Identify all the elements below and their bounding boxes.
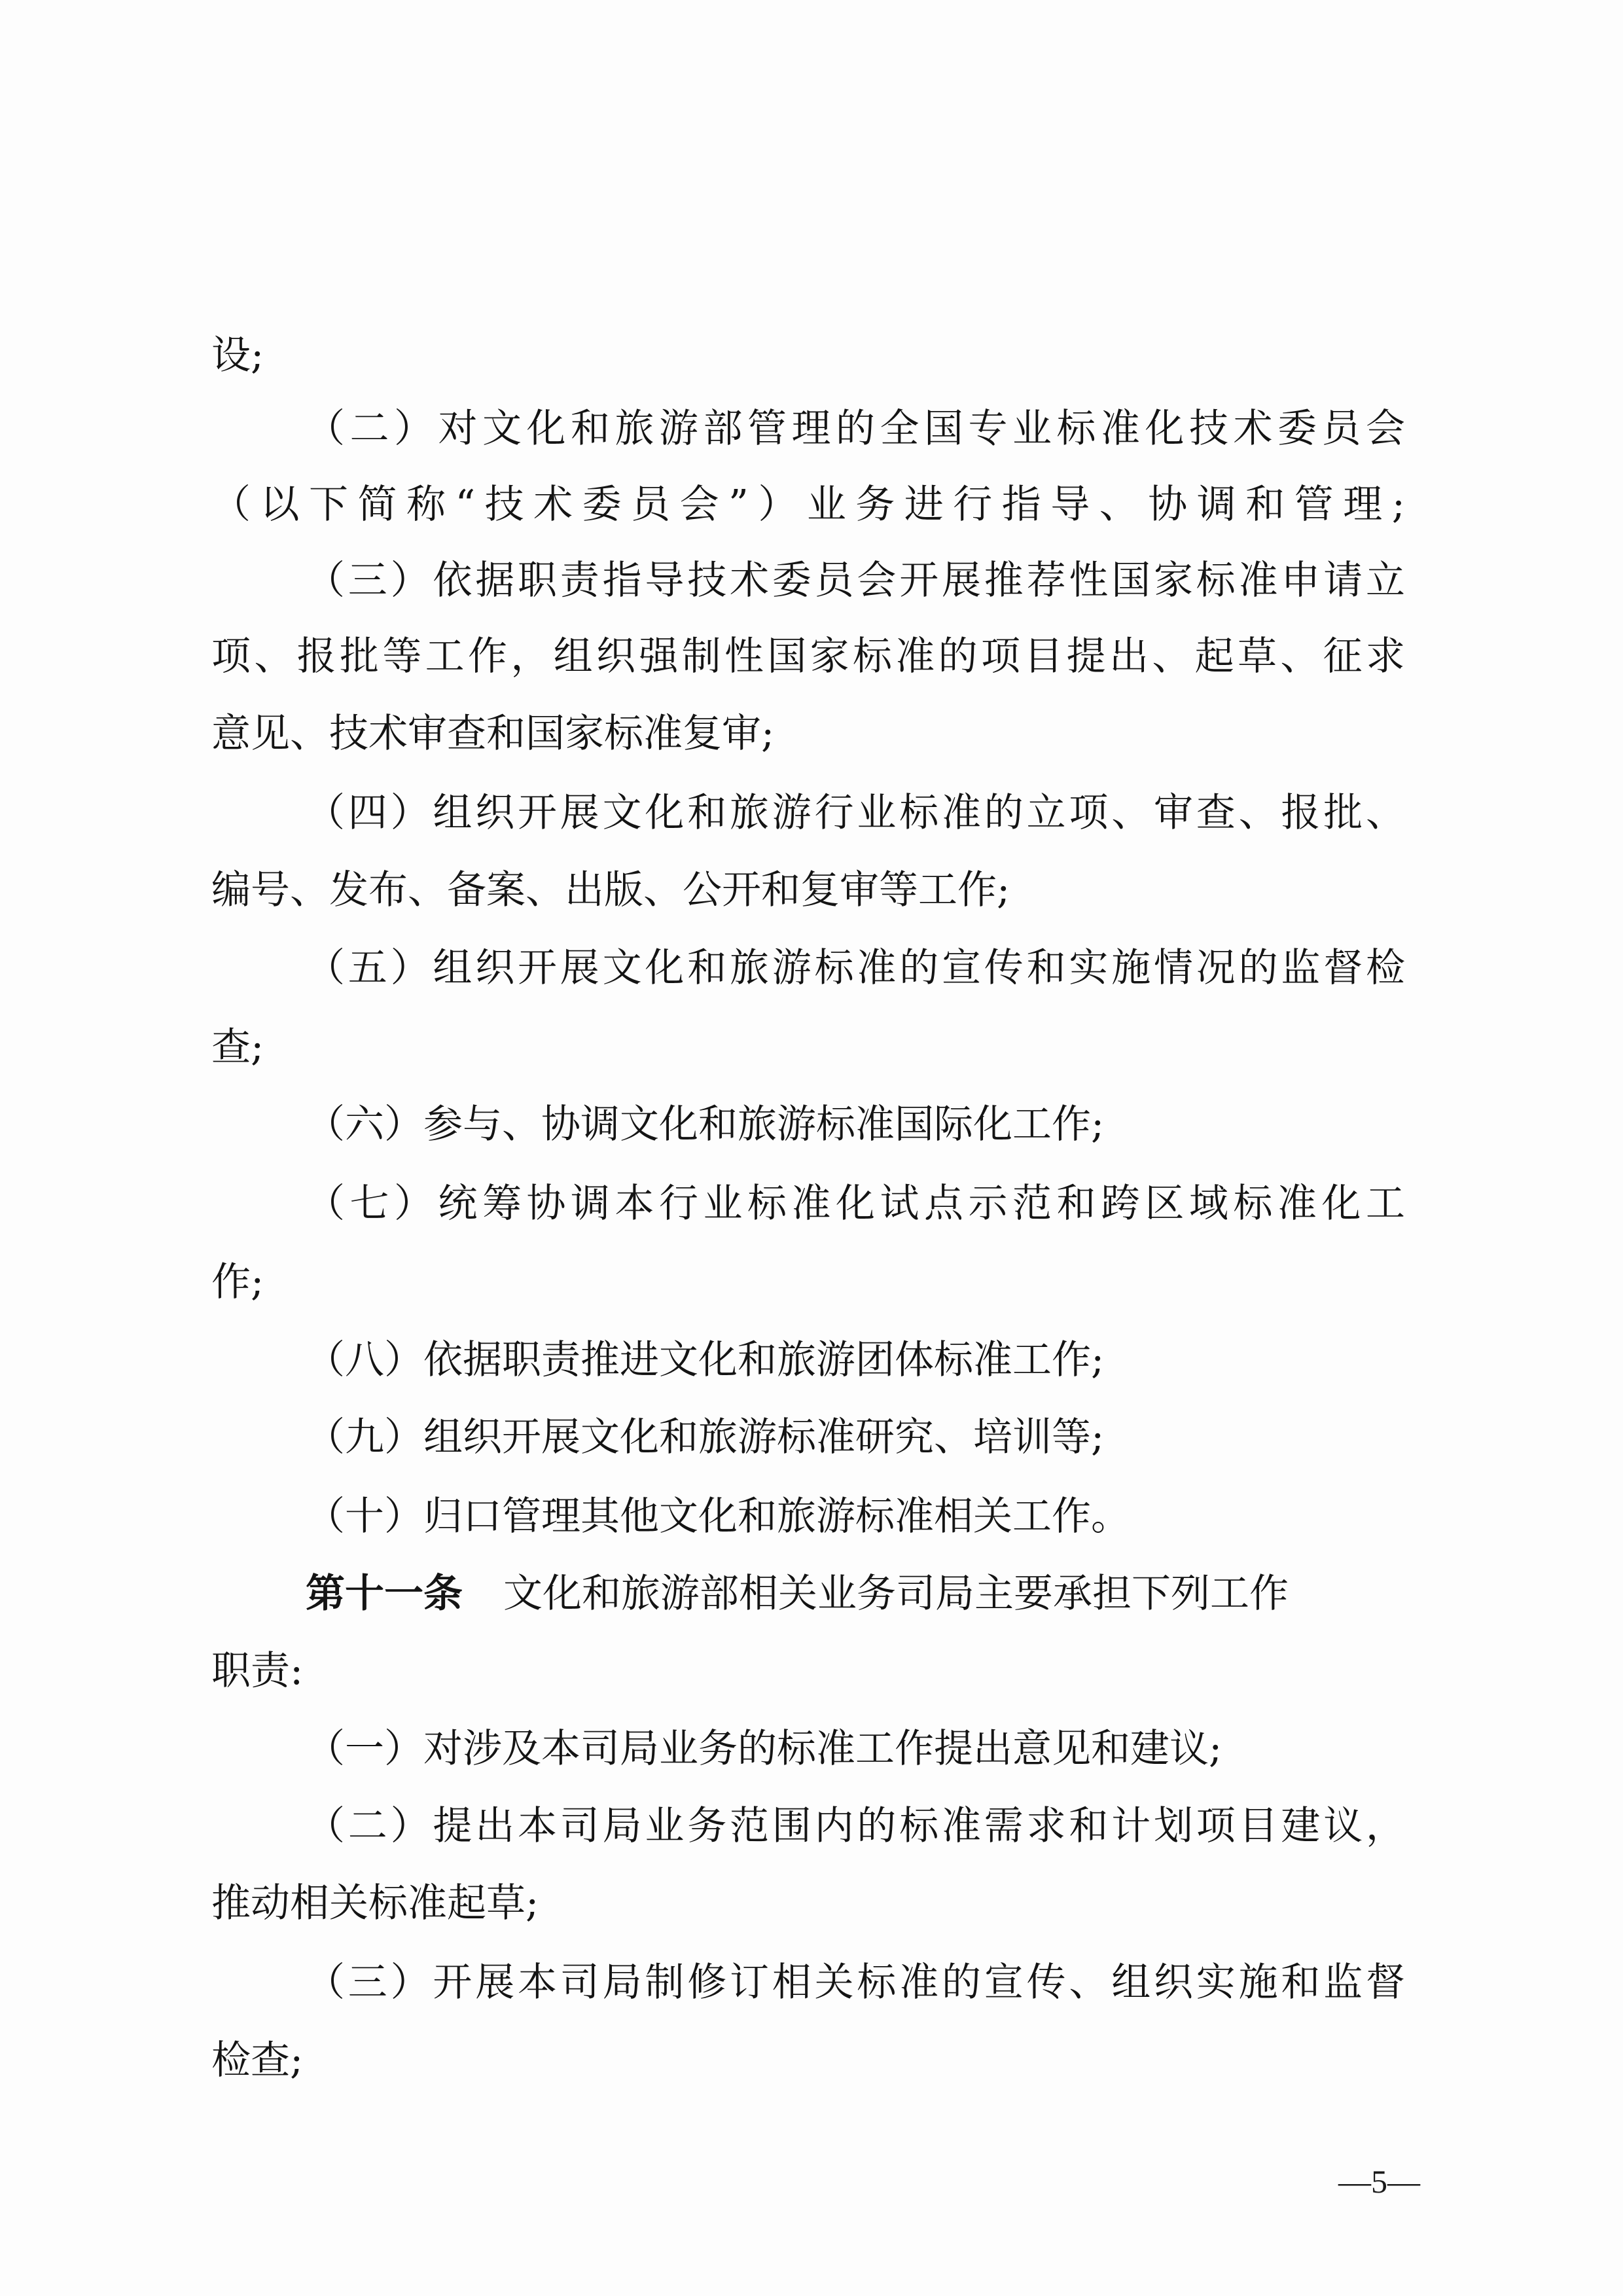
list-item-4: （四）组织开展文化和旅游行业标准的立项、审查、报批、 [306, 790, 1405, 836]
text-line: 编号、发布、备案、出版、公开和复审等工作; [211, 867, 1010, 913]
list-item-3: （三）依据职责指导技术委员会开展推荐性国家标准申请立 [306, 558, 1405, 603]
text-line: 检查; [211, 2037, 304, 2083]
page-number: —5— [1338, 2163, 1420, 2200]
article-heading: 第十一条 [306, 1571, 463, 1617]
text-line: 意见、技术审查和国家标准复审; [211, 711, 775, 757]
text-line: 项、报批等工作，组织强制性国家标准的项目提出、起草、征求 [211, 634, 1405, 679]
article-line [306, 1568, 1405, 1620]
article-text: 文化和旅游部相关业务司局主要承担下列工作 [503, 1571, 1289, 1617]
text-line: 职责: [211, 1648, 304, 1694]
list-item-5: （五）组织开展文化和旅游标准的宣传和实施情况的监督检 [306, 945, 1405, 991]
text-line: （以下简称“技术委员会”）业务进行指导、协调和管理; [211, 482, 1405, 528]
text-line: 推动相关标准起草; [211, 1880, 539, 1926]
list-item-2: （二）对文化和旅游部管理的全国专业标准化技术委员会 [306, 406, 1405, 452]
list-item-2b: （二）提出本司局业务范围内的标准需求和计划项目建议， [306, 1803, 1405, 1849]
list-item-9: （九）组织开展文化和旅游标准研究、培训等; [306, 1414, 1105, 1460]
list-item-3b: （三）开展本司局制修订相关标准的宣传、组织实施和监督 [306, 1960, 1405, 2005]
text-line: 查; [211, 1024, 264, 1070]
list-item-7: （七）统筹协调本行业标准化试点示范和跨区域标准化工 [306, 1181, 1405, 1227]
list-item-8: （八）依据职责推进文化和旅游团体标准工作; [306, 1337, 1105, 1383]
text-line: 作; [211, 1259, 264, 1305]
list-item-6: （六）参与、协调文化和旅游标准国际化工作; [306, 1102, 1105, 1147]
text-line: 设; [211, 332, 264, 378]
list-item-1: （一）对涉及本司局业务的标准工作提出意见和建议; [306, 1726, 1222, 1772]
list-item-10: （十）归口管理其他文化和旅游标准相关工作。 [306, 1494, 1130, 1539]
